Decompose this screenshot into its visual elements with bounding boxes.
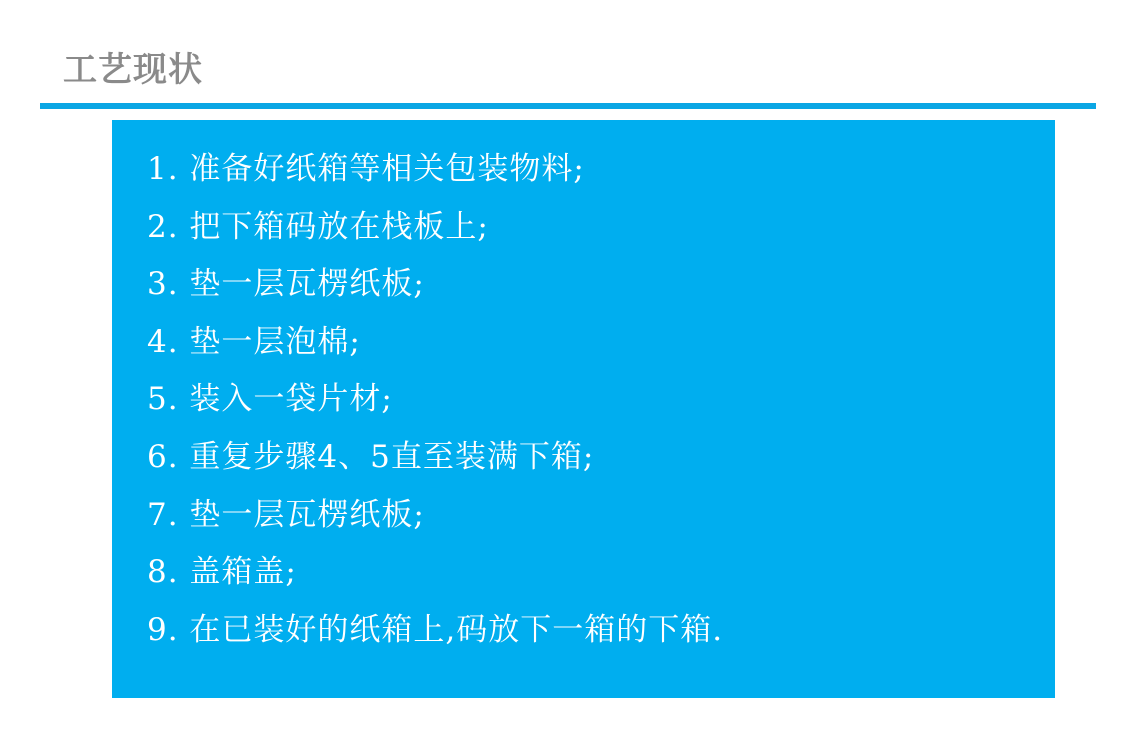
process-step-4: 4. 垫一层泡棉; [147,323,361,360]
page-title: 工艺现状 [63,50,203,90]
process-steps-panel [112,120,1055,698]
process-step-5: 5. 装入一袋片材; [147,381,393,418]
title-divider-line [40,103,1096,109]
process-step-1: 1. 准备好纸箱等相关包装物料; [147,151,585,187]
process-step-2: 2. 把下箱码放在栈板上; [147,208,489,245]
process-step-3: 3. 垫一层瓦楞纸板; [147,266,425,303]
process-step-6: 6. 重复步骤4、5直至装满下箱; [147,438,595,475]
process-step-7: 7. 垫一层瓦楞纸板; [147,496,425,533]
process-step-9: 9. 在已装好的纸箱上,码放下一箱的下箱. [147,611,724,648]
process-step-8: 8. 盖箱盖; [147,554,297,591]
process-step-list [147,141,1035,659]
